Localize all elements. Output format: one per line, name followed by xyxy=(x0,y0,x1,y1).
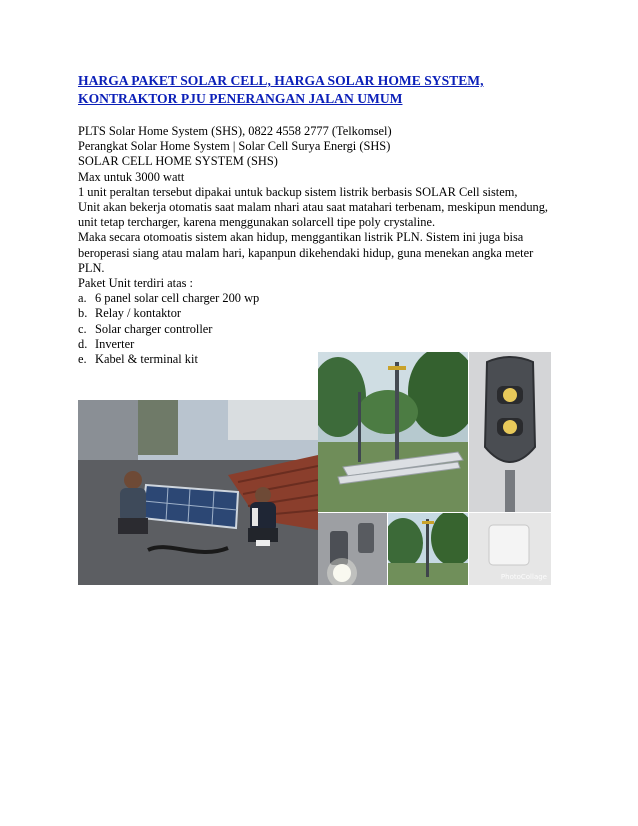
title-line-2: KONTRAKTOR PJU PENERANGAN JALAN UMUM xyxy=(78,91,403,106)
paragraph-line: Paket Unit terdiri atas : xyxy=(78,276,193,291)
list-marker: a. xyxy=(78,291,87,306)
paragraph-line: Unit akan bekerja otomatis saat malam nhari atau saat matahari terbenam, meskipun mendung, xyxy=(78,200,548,215)
list-item xyxy=(78,337,558,352)
lamp-lit-photo xyxy=(318,513,387,585)
body-text xyxy=(78,124,558,367)
paragraph-line: beroperasi siang atau malam hari, kapanpun dikehendaki hidup, guna menekan angka meter xyxy=(78,245,534,260)
paragraph-line: SOLAR CELL HOME SYSTEM (SHS) xyxy=(78,154,278,169)
paragraph-line: unit tetap tercharger, karena menggunakan solarcell tipe poly crystaline. xyxy=(78,215,436,230)
list-marker: b. xyxy=(78,306,88,321)
title-line-1: HARGA PAKET SOLAR CELL, HARGA SOLAR HOME SYSTEM, xyxy=(78,73,484,88)
paragraph-line: Maka secara otomoatis sistem akan hidup, menggantikan listrik PLN. Sistem ini juga bisa xyxy=(78,230,524,245)
page-title xyxy=(78,72,538,108)
list-item-text: Solar charger controller xyxy=(95,321,213,336)
list-item xyxy=(78,291,558,306)
list-marker: e. xyxy=(78,352,87,367)
park-pole-photo xyxy=(388,513,468,585)
paragraph-line: PLTS Solar Home System (SHS), 0822 4558 2777 (Telkomsel) xyxy=(78,124,392,138)
list-item-text: Kabel & terminal kit xyxy=(95,352,198,367)
list-item-text: 6 panel solar cell charger 200 wp xyxy=(95,291,260,306)
paragraph-line: Perangkat Solar Home System | Solar Cell Surya Energi (SHS) xyxy=(78,139,391,154)
rooftop-solar-installation-photo xyxy=(78,400,318,585)
list-marker: d. xyxy=(78,336,88,351)
lamp-fixture-photo xyxy=(469,513,551,585)
list-item xyxy=(78,322,558,337)
list-marker: c. xyxy=(78,321,87,336)
street-light-poles-park-photo xyxy=(318,352,468,512)
list-item-text: Relay / kontaktor xyxy=(95,306,182,321)
led-street-lamp-photo xyxy=(469,352,551,512)
paragraph-line: Max untuk 3000 watt xyxy=(78,169,185,184)
photocollage-watermark: PhotoCollage xyxy=(500,573,547,581)
paragraph-line: PLN. xyxy=(78,260,105,275)
paragraph-line: 1 unit peraltan tersebut dipakai untuk backup sistem listrik berbasis SOLAR Cell sistem, xyxy=(78,184,518,199)
list-item-text: Inverter xyxy=(95,336,135,351)
list-item xyxy=(78,306,558,321)
